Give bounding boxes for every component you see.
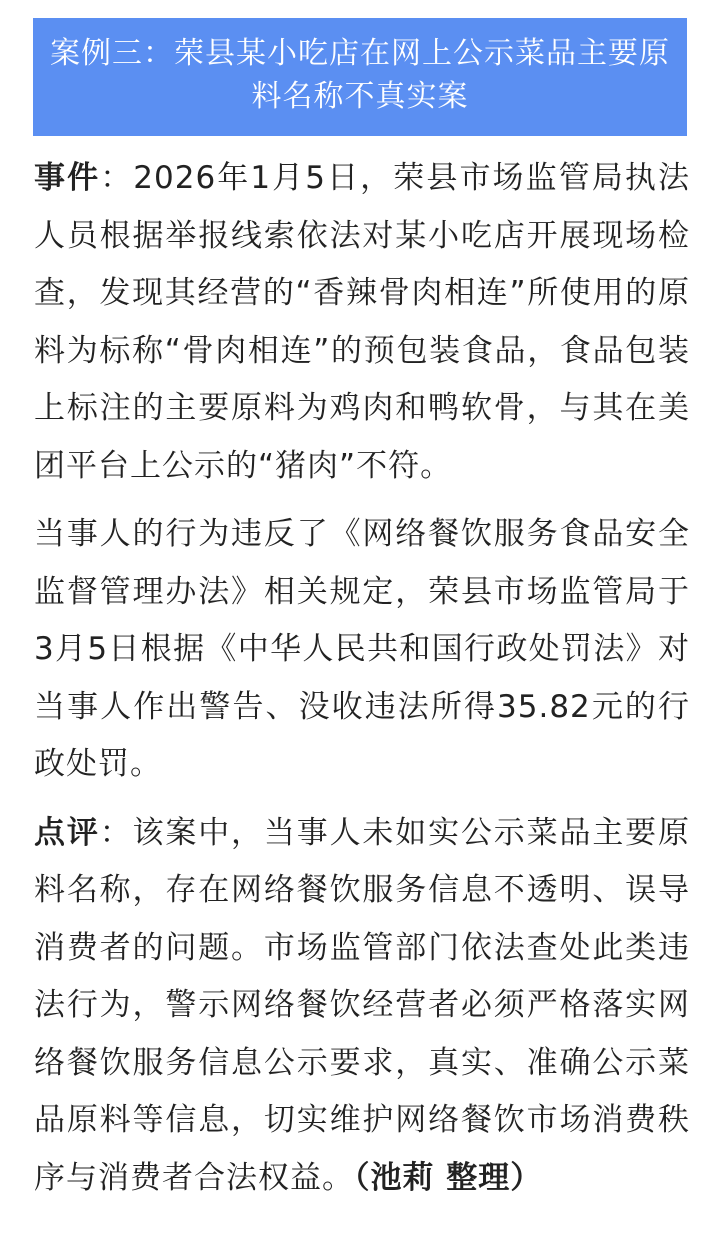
editor-credit: （池莉 整理） [354,1159,543,1196]
comment-label: 点评 [34,814,100,851]
event-label: 事件 [34,160,101,196]
article-body [34,150,690,1218]
comment-separator: ： [99,814,133,851]
comment-paragraph [34,805,690,1208]
event-paragraph [34,150,690,495]
penalty-paragraph [34,506,690,794]
penalty-text: 当事人的行为违反了《网络餐饮服务食品安全监督管理办法》相关规定，荣县市场监管局于3月5日根据《中华人民共和国行政处罚法》对当事人作出警告、没收违法所得35.82元的行政处罚。 [34,516,690,782]
title-banner [33,18,687,136]
case-title: 案例三：荣县某小吃店在网上公示菜品主要原料名称不真实案 [50,36,670,114]
event-separator: ： [100,160,134,196]
comment-text: 该案中，当事人未如实公示菜品主要原料名称，存在网络餐饮服务信息不透明、误导消费者的问题。市场监管部门依法查处此类违法行为，警示网络餐饮经营者必须严格落实网络餐饮服务信息公示要求，真实、准确公示菜品原料等信息，切实维护网络餐饮市场消费秩序与消费者合法权益。 [34,814,691,1196]
event-text: 2026年1月5日，荣县市场监管局执法人员根据举报线索依法对某小吃店开展现场检查，发现其经营的“香辣骨肉相连”所使用的原料为标称“骨肉相连”的预包装食品，食品包装上标注的主要原料为鸡肉和鸭软骨，与其在美团平台上公示的“猪肉”不符。 [34,160,690,484]
